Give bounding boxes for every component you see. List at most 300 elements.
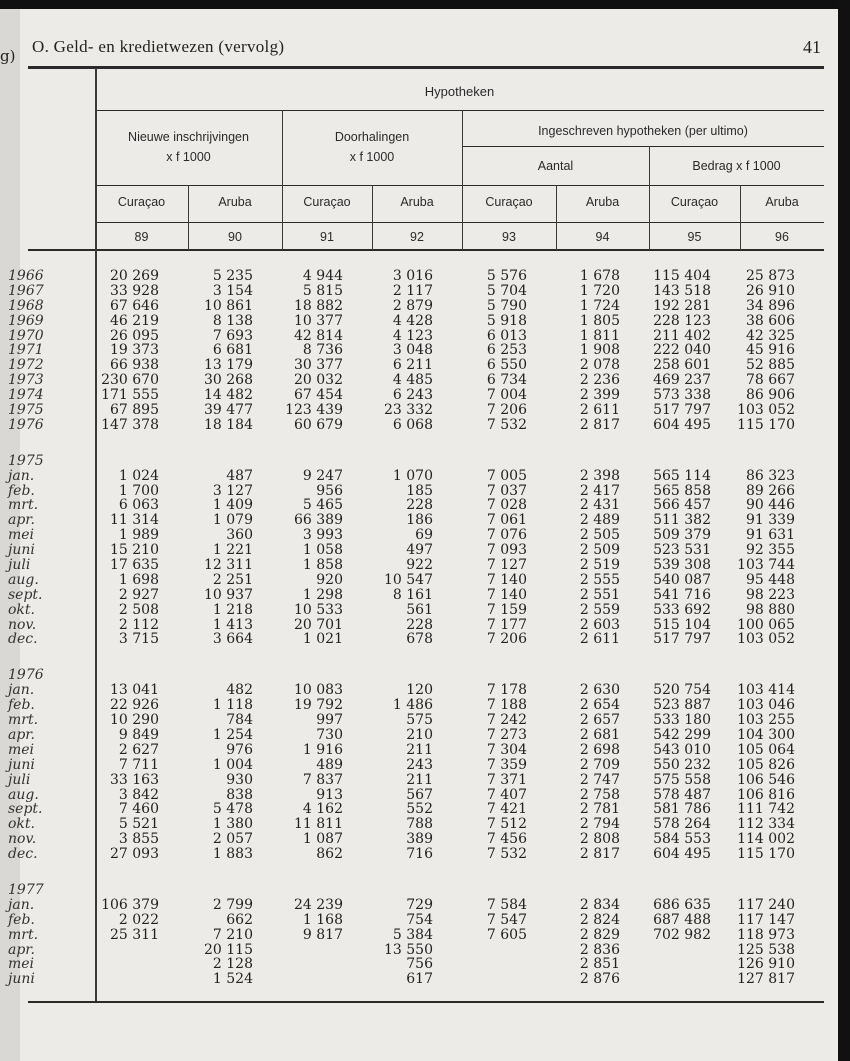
table-row <box>8 802 804 817</box>
row-label: jan. <box>8 682 35 699</box>
table-cell: 4 428 <box>392 312 433 329</box>
table-cell <box>442 957 536 972</box>
row-label: apr. <box>8 512 35 529</box>
row-label: mei <box>8 741 35 758</box>
row-label: juni <box>8 542 35 559</box>
table-cell: 10 861 <box>204 297 253 314</box>
group-ingeschreven-label: Ingeschreven hypotheken (per ultimo) <box>538 124 748 138</box>
table-cell: 5 704 <box>486 282 527 299</box>
table-cell: 91 631 <box>746 527 795 544</box>
table-cell: 1 118 <box>212 697 253 714</box>
table-cell: 33 163 <box>110 771 159 788</box>
table-row <box>8 758 804 773</box>
subgroup-bedrag-label: Bedrag x f 1000 <box>692 159 781 173</box>
table-cell: 9 247 <box>302 467 343 484</box>
table-cell: 1 805 <box>579 312 620 329</box>
table-cell: 784 <box>226 712 253 729</box>
table-cell: 5 235 <box>212 268 253 284</box>
table-cell: 3 715 <box>118 631 159 648</box>
table-cell: 6 068 <box>392 416 433 433</box>
table-row <box>8 498 804 513</box>
table-cell: 7 532 <box>486 416 527 433</box>
table-cell: 540 087 <box>653 571 711 588</box>
column-header: Aruba <box>400 195 434 209</box>
header-rule <box>95 222 824 223</box>
table-cell: 5 384 <box>392 926 433 943</box>
table-row <box>8 957 804 972</box>
table-cell: 662 <box>226 911 253 928</box>
table-cell: 4 944 <box>302 268 343 284</box>
section-year-label: 1976 <box>8 667 44 684</box>
row-label: jan. <box>8 896 35 913</box>
row-label: 1969 <box>8 312 44 329</box>
table-cell: 3 842 <box>118 786 159 803</box>
table-cell: 2 236 <box>579 372 620 389</box>
table-row <box>8 329 804 344</box>
table-cell <box>629 957 720 972</box>
table-cell: 3 855 <box>118 831 159 848</box>
table-cell: 1 413 <box>212 616 253 633</box>
table-row <box>8 284 804 299</box>
table-row <box>8 683 804 698</box>
table-cell: 5 918 <box>486 312 527 329</box>
table-cell: 7 532 <box>486 846 527 863</box>
table-cell: 2 834 <box>579 896 620 913</box>
table-cell: 98 223 <box>746 586 795 603</box>
table-cell: 2 508 <box>118 601 159 618</box>
table-cell: 2 698 <box>579 741 620 758</box>
row-label: mei <box>8 527 35 544</box>
table-cell: 7 178 <box>486 682 527 699</box>
table-cell: 8 736 <box>302 342 343 359</box>
row-label: feb. <box>8 697 35 714</box>
table-cell: 89 266 <box>746 482 795 499</box>
table-cell: 143 518 <box>653 282 711 299</box>
table-cell: 930 <box>226 771 253 788</box>
table-cell: 2 829 <box>579 926 620 943</box>
table-cell: 5 576 <box>486 268 527 284</box>
table-cell <box>629 943 720 958</box>
table-cell: 91 339 <box>746 512 795 529</box>
column-number: 95 <box>687 230 702 244</box>
table-cell: 4 162 <box>302 801 343 818</box>
subgroup-aantal-label: Aantal <box>537 159 574 173</box>
table-row <box>8 403 804 418</box>
section-header-row <box>8 454 804 469</box>
table-cell: 42 814 <box>294 327 343 344</box>
table-cell: 578 487 <box>653 786 711 803</box>
table-cell: 5 790 <box>486 297 527 314</box>
table-cell: 754 <box>406 911 433 928</box>
table-row <box>8 388 804 403</box>
group-nieuwe-label: Nieuwe inschrijvingen <box>128 130 249 144</box>
table-cell: 127 817 <box>737 971 795 988</box>
table-cell: 20 115 <box>204 941 253 958</box>
header-rule <box>95 185 824 186</box>
table-cell: 565 858 <box>653 482 711 499</box>
row-label: nov. <box>8 616 37 633</box>
column-number: 91 <box>320 230 334 244</box>
table-cell: 7 005 <box>486 467 527 484</box>
table-cell: 103 255 <box>737 712 795 729</box>
table-cell: 541 716 <box>653 586 711 603</box>
table-cell: 3 154 <box>212 282 253 299</box>
row-label: juli <box>8 557 31 574</box>
table-cell: 30 268 <box>204 372 253 389</box>
table-cell: 3 127 <box>212 482 253 499</box>
table-cell: 10 377 <box>294 312 343 329</box>
table-cell: 103 052 <box>737 631 795 648</box>
row-label: 1974 <box>8 387 44 404</box>
top-rule <box>28 66 824 69</box>
table-cell: 976 <box>226 741 253 758</box>
row-label: dec. <box>8 846 38 863</box>
table-cell: 2 817 <box>579 846 620 863</box>
table-cell: 2 128 <box>212 956 253 973</box>
table-cell: 30 377 <box>294 357 343 374</box>
table-cell: 604 495 <box>653 416 711 433</box>
table-cell: 1 004 <box>212 756 253 773</box>
column-number: 96 <box>775 230 789 244</box>
table-cell: 20 701 <box>294 616 343 633</box>
table-cell: 210 <box>406 726 433 743</box>
table-cell: 1 989 <box>118 527 159 544</box>
table-cell: 27 093 <box>110 846 159 863</box>
table-cell: 104 300 <box>737 726 795 743</box>
column-number: 90 <box>228 230 242 244</box>
header-bottom-rule <box>28 249 824 251</box>
row-label: aug. <box>8 571 39 588</box>
table-cell: 2 117 <box>392 282 433 299</box>
section-spacer <box>8 647 804 668</box>
table-cell: 7 177 <box>486 616 527 633</box>
table-cell: 6 734 <box>486 372 527 389</box>
table-cell: 2 824 <box>579 911 620 928</box>
table-row <box>8 603 804 618</box>
table-cell: 517 797 <box>653 631 711 648</box>
table-cell: 26 910 <box>746 282 795 299</box>
table-cell: 1 409 <box>212 497 253 514</box>
table-cell: 2 808 <box>579 831 620 848</box>
table-cell: 1 058 <box>302 542 343 559</box>
table-cell: 19 373 <box>110 342 159 359</box>
table-cell: 3 048 <box>392 342 433 359</box>
table-cell: 7 407 <box>486 786 527 803</box>
table-row <box>8 632 804 647</box>
table-cell: 112 334 <box>737 816 795 833</box>
table-cell: 862 <box>316 846 343 863</box>
table-cell: 6 013 <box>486 327 527 344</box>
table-cell: 7 206 <box>486 402 527 419</box>
column-header: Curaçao <box>670 195 719 209</box>
table-cell: 12 311 <box>204 557 253 574</box>
table-cell: 2 627 <box>118 741 159 758</box>
table-cell: 2 654 <box>579 697 620 714</box>
table-cell: 33 928 <box>110 282 159 299</box>
table-cell: 7 371 <box>486 771 527 788</box>
table-cell: 604 495 <box>653 846 711 863</box>
row-label: 1970 <box>8 327 44 344</box>
table-cell: 66 938 <box>110 357 159 374</box>
table-cell: 2 709 <box>579 756 620 773</box>
table-cell: 103 052 <box>737 402 795 419</box>
row-label: jan. <box>8 467 35 484</box>
table-row <box>8 528 804 543</box>
section-year-label: 1977 <box>8 881 44 898</box>
table-cell: 489 <box>316 756 343 773</box>
table-cell: 7 693 <box>212 327 253 344</box>
table-cell: 497 <box>406 542 433 559</box>
column-number: 89 <box>134 230 149 244</box>
table-cell: 1 524 <box>212 971 253 988</box>
table-cell: 52 885 <box>746 357 795 374</box>
table-cell <box>442 972 536 987</box>
table-cell: 2 781 <box>579 801 620 818</box>
table-cell: 716 <box>406 846 433 863</box>
table-cell: 1 858 <box>302 557 343 574</box>
header-rule <box>95 110 824 111</box>
table-cell: 103 046 <box>737 697 795 714</box>
table-cell: 678 <box>406 631 433 648</box>
table-cell: 2 509 <box>579 542 620 559</box>
table-row <box>8 698 804 713</box>
table-cell: 66 389 <box>294 512 343 529</box>
table-cell: 617 <box>406 971 433 988</box>
table-cell <box>75 957 168 972</box>
row-label: 1976 <box>8 416 44 433</box>
table-cell: 7 028 <box>486 497 527 514</box>
column-number: 92 <box>410 230 424 244</box>
table-cell: 105 826 <box>737 756 795 773</box>
table-cell: 7 512 <box>486 816 527 833</box>
row-label: mrt. <box>8 497 39 514</box>
table-cell: 2 817 <box>579 416 620 433</box>
table-row <box>8 588 804 603</box>
table-cell: 1 298 <box>302 586 343 603</box>
table-row <box>8 618 804 633</box>
table-row <box>8 928 804 943</box>
row-label: okt. <box>8 601 35 618</box>
table-cell: 34 896 <box>746 297 795 314</box>
row-label: okt. <box>8 816 35 833</box>
table-cell: 115 170 <box>737 846 795 863</box>
row-label: apr. <box>8 726 35 743</box>
table-cell: 1 678 <box>579 268 620 284</box>
table-cell: 46 219 <box>110 312 159 329</box>
table-cell: 2 630 <box>579 682 620 699</box>
table-cell: 956 <box>316 482 343 499</box>
table-row <box>8 788 804 803</box>
table-cell: 2 611 <box>579 631 620 648</box>
column-header: Curaçao <box>117 195 166 209</box>
table-cell: 3 664 <box>212 631 253 648</box>
table-cell: 1 218 <box>212 601 253 618</box>
table-cell: 103 744 <box>737 557 795 574</box>
table-cell: 788 <box>406 816 433 833</box>
table-cell: 211 <box>406 741 433 758</box>
row-label: aug. <box>8 786 39 803</box>
group-doorhalingen-unit: x f 1000 <box>349 150 395 164</box>
table-cell: 1 486 <box>392 697 433 714</box>
table-cell: 575 558 <box>653 771 711 788</box>
row-label: mrt. <box>8 712 39 729</box>
table-cell: 222 040 <box>653 342 711 359</box>
table-cell: 19 792 <box>294 697 343 714</box>
table-cell: 67 646 <box>110 297 159 314</box>
table-cell <box>75 972 168 987</box>
table-cell: 1 380 <box>212 816 253 833</box>
table-cell: 7 061 <box>486 512 527 529</box>
table-cell: 573 338 <box>653 387 711 404</box>
table-cell: 7 605 <box>486 926 527 943</box>
table-cell: 2 927 <box>118 586 159 603</box>
table-cell: 1 724 <box>579 297 620 314</box>
table-row <box>8 358 804 373</box>
table-cell: 78 667 <box>746 372 795 389</box>
table-cell: 487 <box>226 467 253 484</box>
table-cell: 1 700 <box>118 482 159 499</box>
table-cell: 69 <box>415 527 433 544</box>
table-cell: 98 880 <box>746 601 795 618</box>
table-cell: 7 421 <box>486 801 527 818</box>
row-label: sept. <box>8 586 43 603</box>
table-cell: 147 378 <box>101 416 159 433</box>
table-cell: 6 243 <box>392 387 433 404</box>
table-cell: 5 815 <box>302 282 343 299</box>
table-cell: 20 032 <box>294 372 343 389</box>
row-label: juni <box>8 971 35 988</box>
table-cell: 1 883 <box>212 846 253 863</box>
row-label: juni <box>8 756 35 773</box>
table-cell: 2 078 <box>579 357 620 374</box>
table-cell: 100 065 <box>737 616 795 633</box>
table-cell: 125 538 <box>737 941 795 958</box>
table-cell: 567 <box>406 786 433 803</box>
table-cell: 117 147 <box>737 911 795 928</box>
table-cell: 24 239 <box>294 896 343 913</box>
table-cell <box>629 972 720 987</box>
table-cell: 25 311 <box>110 926 159 943</box>
table-cell: 7 711 <box>118 756 159 773</box>
table-row <box>8 713 804 728</box>
table-cell: 10 083 <box>294 682 343 699</box>
table-cell: 838 <box>226 786 253 803</box>
table-cell: 517 797 <box>653 402 711 419</box>
column-header: Aruba <box>585 195 620 209</box>
table-cell: 18 184 <box>204 416 253 433</box>
table-cell: 103 414 <box>737 682 795 699</box>
table-cell: 1 698 <box>118 571 159 588</box>
table-cell <box>262 972 352 987</box>
table-cell: 1 070 <box>392 467 433 484</box>
page-title: O. Geld- en kredietwezen (vervolg) <box>32 37 285 56</box>
table-cell: 7 004 <box>486 387 527 404</box>
table-cell: 920 <box>316 571 343 588</box>
table-cell: 10 937 <box>204 586 253 603</box>
table-cell: 67 895 <box>110 402 159 419</box>
table-cell: 533 180 <box>653 712 711 729</box>
table-row <box>8 972 804 987</box>
table-cell: 2 747 <box>579 771 620 788</box>
table-cell: 13 041 <box>110 682 159 699</box>
table-cell: 111 742 <box>737 801 795 818</box>
table-cell: 2 251 <box>212 571 253 588</box>
table-cell: 552 <box>406 801 433 818</box>
section-spacer <box>8 862 804 883</box>
table-cell: 7 359 <box>486 756 527 773</box>
table-cell: 482 <box>226 682 253 699</box>
table-cell: 5 521 <box>118 816 159 833</box>
table-cell: 997 <box>316 712 343 729</box>
table-cell: 539 308 <box>653 557 711 574</box>
table-cell: 542 299 <box>653 726 711 743</box>
table-row <box>8 773 804 788</box>
table-cell: 2 399 <box>579 387 620 404</box>
table-cell: 7 547 <box>486 911 527 928</box>
table-cell: 23 332 <box>384 402 433 419</box>
table-cell: 2 879 <box>392 297 433 314</box>
table-cell: 6 211 <box>392 357 433 374</box>
previous-page-fragment: g) <box>0 47 16 65</box>
table-cell: 2 657 <box>579 712 620 729</box>
table-row <box>8 898 804 913</box>
table-cell: 7 584 <box>486 896 527 913</box>
table-cell: 3 993 <box>302 527 343 544</box>
table-cell: 118 973 <box>737 926 795 943</box>
table-row <box>8 343 804 358</box>
table-cell: 211 402 <box>653 327 711 344</box>
row-label: dec. <box>8 631 38 648</box>
table-cell: 13 550 <box>384 941 433 958</box>
table-cell: 86 323 <box>746 467 795 484</box>
table-cell: 469 237 <box>653 372 711 389</box>
row-label: 1967 <box>8 282 44 299</box>
table-cell: 115 404 <box>653 268 711 284</box>
column-header: Curaçao <box>485 195 533 209</box>
table-cell: 7 093 <box>486 542 527 559</box>
table-cell: 2 611 <box>579 402 620 419</box>
table-cell: 1 024 <box>118 467 159 484</box>
table-cell: 3 016 <box>392 268 433 284</box>
page-number: 41 <box>803 37 821 57</box>
table-cell: 511 382 <box>653 512 711 529</box>
table-cell: 39 477 <box>204 402 253 419</box>
table-cell: 389 <box>406 831 433 848</box>
table-cell: 565 114 <box>653 467 711 484</box>
table-cell: 228 <box>406 616 433 633</box>
table-cell: 6 253 <box>486 342 527 359</box>
table-cell: 2 398 <box>579 467 620 484</box>
table-cell: 67 454 <box>294 387 343 404</box>
table-cell: 15 210 <box>110 542 159 559</box>
table-cell: 2 057 <box>212 831 253 848</box>
table-cell: 114 002 <box>737 831 795 848</box>
table-cell: 10 290 <box>110 712 159 729</box>
row-label: mrt. <box>8 926 39 943</box>
table-cell: 360 <box>226 527 253 544</box>
table-cell: 11 811 <box>294 816 343 833</box>
table-cell: 1 811 <box>579 327 620 344</box>
table-body <box>8 269 804 987</box>
table-cell: 42 325 <box>746 327 795 344</box>
table-cell: 687 488 <box>653 911 711 928</box>
table-cell: 543 010 <box>653 741 711 758</box>
table-cell: 550 232 <box>653 756 711 773</box>
table-cell: 90 446 <box>746 497 795 514</box>
page-edge-shadow <box>838 0 850 1061</box>
table-cell: 5 478 <box>212 801 253 818</box>
table-cell: 117 240 <box>737 896 795 913</box>
